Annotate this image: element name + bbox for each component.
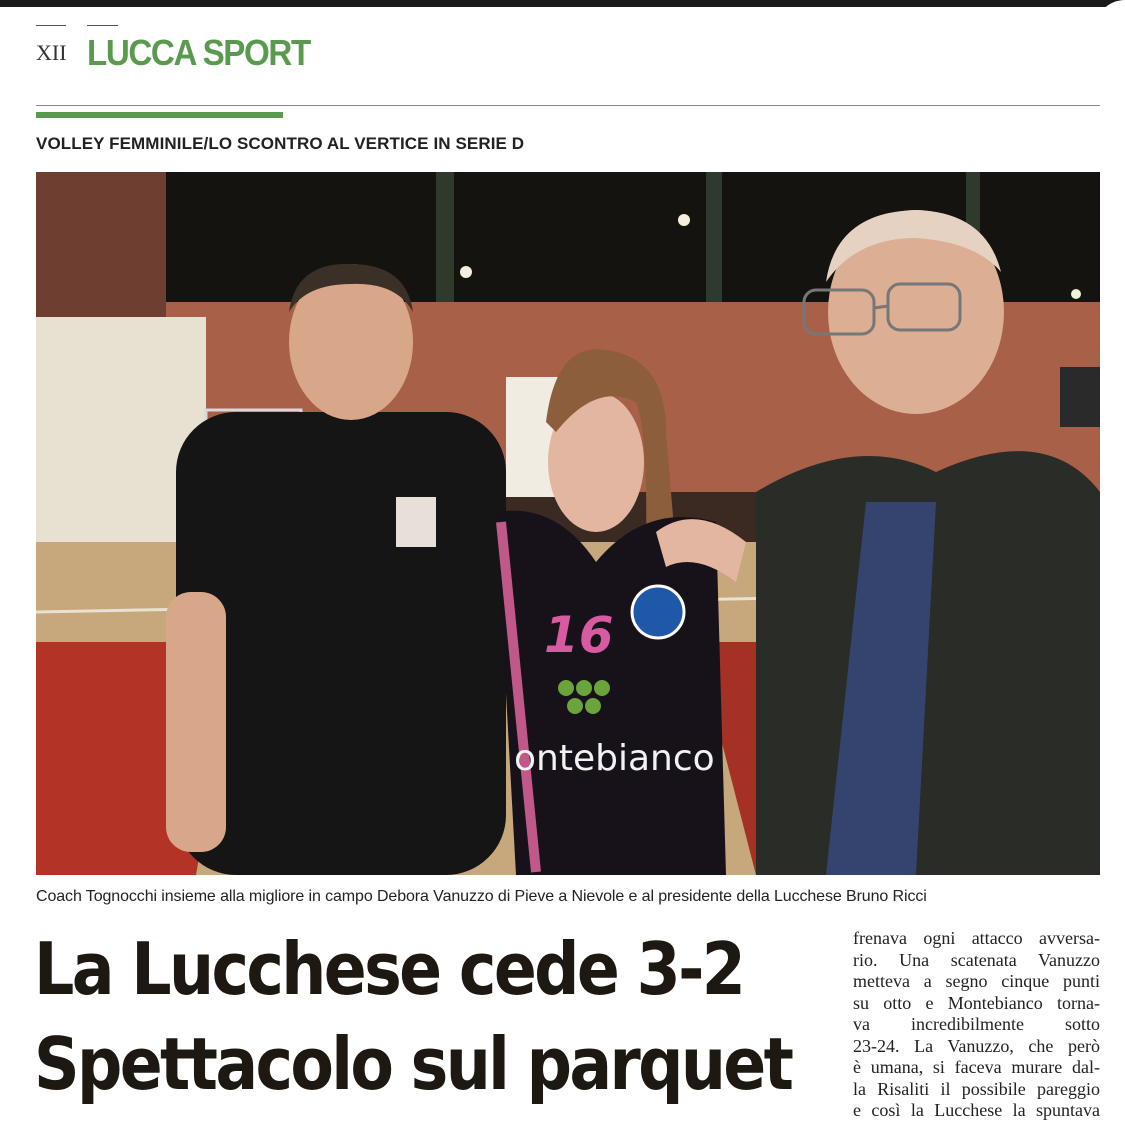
body-line: metteva a segno cinque punti: [853, 971, 1100, 991]
body-line: va incredibilmente sotto: [853, 1014, 1100, 1034]
article-headline: [34, 922, 792, 1112]
header-accent-rule: [36, 112, 283, 118]
page-number: XII: [36, 40, 67, 65]
header-tick: [87, 25, 118, 26]
body-line: rio. Una scatenata Vanuzzo: [853, 949, 1100, 970]
top-border: [0, 0, 1125, 7]
body-line: su otto e Montebianco torna-: [853, 992, 1100, 1013]
body-line: 23-24. La Vanuzzo, che però: [853, 1035, 1100, 1056]
header-rule: [36, 105, 1100, 106]
body-line: è umana, si faceva murare dal-: [853, 1057, 1100, 1077]
photo-caption: Coach Tognocchi insieme alla migliore in campo Debora Vanuzzo di Pieve a Nievole e al presidente della Lucchese Bruno Ricci: [36, 888, 927, 905]
article-body: [853, 928, 1100, 1122]
header-tick: [36, 25, 66, 26]
jersey-sponsor: ontebianco: [514, 738, 715, 779]
body-line: la Risaliti il possibile pareggio: [853, 1078, 1100, 1099]
headline-line-2: Spettacolo sul parquet: [34, 1022, 792, 1106]
body-line: e così la Lucchese la spuntava: [853, 1100, 1100, 1120]
article-kicker: VOLLEY FEMMINILE/LO SCONTRO AL VERTICE IN SERIE D: [36, 134, 525, 153]
headline-line-1: La Lucchese cede 3-2: [34, 927, 744, 1011]
section-title: LUCCA SPORT: [87, 32, 310, 73]
article-photo: [36, 172, 1100, 875]
body-line: frenava ogni attacco avversa-: [853, 928, 1100, 948]
jersey-number: 16: [544, 606, 614, 664]
